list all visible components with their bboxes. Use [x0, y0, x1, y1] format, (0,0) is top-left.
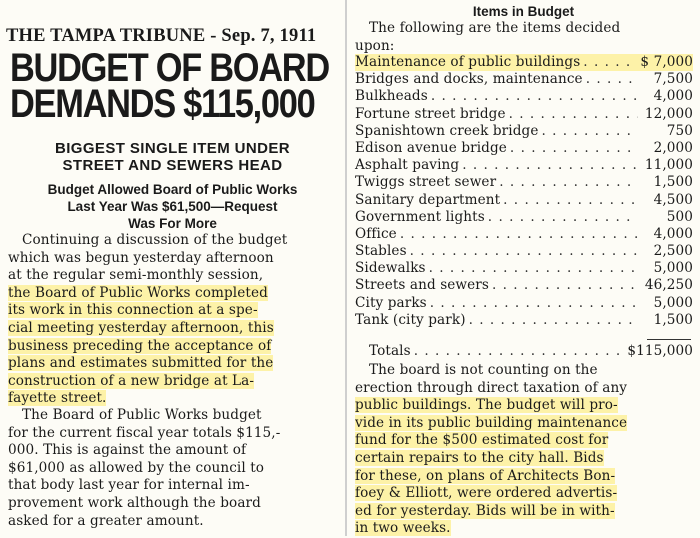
- subheadline-line: BIGGEST SINGLE ITEM UNDER: [54, 140, 290, 157]
- text-line: The board is not counting on the: [369, 362, 598, 378]
- text-line: which was begun yesterday afternoon: [8, 249, 274, 266]
- highlighted-text-line: cial meeting yesterday afternoon, this: [8, 319, 274, 336]
- totals-row: [369, 343, 693, 360]
- subheadline-line: STREET AND SEWERS HEAD: [62, 157, 283, 174]
- right-column: [347, 0, 700, 536]
- highlighted-text-line: construction of a new bridge at La-: [8, 372, 255, 389]
- budget-item-row: [355, 295, 693, 312]
- highlighted-text-line: in two weeks.: [355, 520, 451, 537]
- budget-item-row: [355, 54, 693, 71]
- totals-rule: [647, 339, 691, 340]
- budget-item-amount: 4,500: [653, 191, 693, 208]
- highlighted-text-line: public buildings. The budget will pro-: [355, 397, 618, 414]
- masthead: THE TAMPA TRIBUNE - Sep. 7, 1911: [6, 26, 317, 46]
- totals-label: Totals: [369, 343, 411, 359]
- budget-item-amount: 7,500: [653, 71, 693, 88]
- leader-dots: [583, 54, 637, 71]
- highlighted-text-line: fayette street.: [8, 390, 107, 407]
- leader-dots: [492, 277, 638, 294]
- deck-line: Last Year Was $61,500—Request: [67, 199, 278, 214]
- budget-item-amount: 500: [666, 208, 693, 225]
- budget-item-name: Spanishtown creek bridge: [355, 122, 539, 139]
- paragraph-1: [8, 232, 342, 408]
- budget-item-name: Office: [355, 225, 397, 242]
- leader-dots: [586, 71, 638, 88]
- paragraph-2: [8, 407, 342, 530]
- text-line: asked for a greater amount.: [8, 512, 204, 529]
- budget-item-amount: 11,000: [644, 157, 693, 174]
- budget-item-amount: $ 7,000: [640, 54, 693, 70]
- budget-item-name: Asphalt paving: [355, 157, 460, 174]
- text-line: The Board of Public Works budget: [22, 407, 262, 423]
- text-line: erection through direct taxation of any: [355, 379, 628, 396]
- highlighted-text-line: business preceding the acceptance of: [8, 337, 272, 354]
- text-line: that body last year for internal im-: [8, 477, 250, 494]
- highlighted-text-line: ed for yesterday. Bids will be in with-: [355, 502, 615, 519]
- items-heading: Items in Budget: [472, 4, 575, 19]
- leader-dots: [431, 88, 638, 105]
- left-column: [0, 0, 345, 536]
- budget-item-row: [355, 106, 693, 123]
- subheadline: [4, 140, 341, 174]
- leader-dots: [509, 106, 638, 123]
- leader-dots: [400, 226, 638, 243]
- text-line: provement work although the board: [8, 494, 261, 511]
- headline: [10, 46, 329, 126]
- text-line: Continuing a discussion of the budget: [22, 232, 288, 248]
- budget-item-row: [355, 174, 693, 191]
- text-line: upon:: [355, 37, 395, 54]
- leader-dots: [462, 157, 638, 174]
- highlighted-text-line: its work in this connection at a spe-: [8, 302, 258, 319]
- budget-item-name: Sanitary department: [355, 191, 501, 208]
- budget-item-row: [355, 312, 693, 329]
- budget-item-row: [355, 123, 693, 140]
- text-line: $61,000 as allowed by the council to: [8, 459, 265, 476]
- budget-item-name: Twiggs street sewer: [355, 174, 497, 191]
- totals-amount: $115,000: [627, 343, 693, 359]
- budget-item-name: Fortune street bridge: [355, 105, 506, 122]
- text-line: The following are the items decided: [369, 20, 621, 36]
- leader-dots: [503, 192, 638, 209]
- leader-dots: [414, 343, 625, 360]
- budget-item-amount: 5,000: [653, 294, 693, 311]
- budget-item-amount: 1,500: [653, 311, 693, 328]
- text-line: at the regular semi-monthly session,: [8, 267, 264, 284]
- budget-item-row: [355, 209, 693, 226]
- budget-item-amount: 4,000: [653, 88, 693, 105]
- highlighted-text-line: foey & Elliott, were ordered advertis-: [355, 485, 618, 502]
- budget-item-name: Maintenance of public buildings: [355, 54, 581, 70]
- leader-dots: [429, 260, 638, 277]
- budget-item-name: Sidewalks: [355, 260, 426, 277]
- leader-dots: [488, 209, 638, 226]
- text-line: for the current fiscal year totals $115,-: [8, 424, 281, 441]
- leader-dots: [499, 174, 638, 191]
- leader-dots: [510, 140, 638, 157]
- budget-items-list: [355, 54, 693, 329]
- highlighted-text-line: for these, on plans of Architects Bon-: [355, 467, 616, 484]
- budget-item-name: Bridges and docks, maintenance: [355, 71, 583, 88]
- budget-item-row: [355, 157, 693, 174]
- budget-item-name: Stables: [355, 243, 407, 260]
- budget-item-row: [355, 88, 693, 105]
- budget-item-amount: 2,500: [653, 243, 693, 260]
- leader-dots: [410, 243, 638, 260]
- budget-item-amount: 12,000: [644, 105, 693, 122]
- budget-item-row: [355, 243, 693, 260]
- headline-line-1: BUDGET OF BOARD: [10, 46, 329, 90]
- budget-item-amount: 46,250: [644, 277, 693, 294]
- deck-line: Was For More: [128, 216, 217, 231]
- highlighted-text-line: certain repairs to the city hall. Bids: [355, 449, 604, 466]
- highlighted-text-line: plans and estimates submitted for the: [8, 355, 274, 372]
- deck: [4, 181, 341, 232]
- budget-item-name: City parks: [355, 294, 427, 311]
- budget-item-amount: 750: [666, 122, 693, 139]
- budget-item-name: Government lights: [355, 208, 485, 225]
- budget-item-amount: 5,000: [653, 260, 693, 277]
- leader-dots: [469, 312, 638, 329]
- items-intro: [355, 20, 695, 55]
- highlighted-text-line: fund for the $500 estimated cost for: [355, 432, 609, 449]
- headline-line-2: DEMANDS $115,000: [10, 82, 315, 126]
- highlighted-text-line: vide in its public building maintenance: [355, 414, 628, 431]
- text-line: 000. This is against the amount of: [8, 442, 247, 459]
- highlighted-text-line: the Board of Public Works completed: [8, 284, 268, 301]
- budget-item-amount: 4,000: [653, 225, 693, 242]
- budget-item-row: [355, 226, 693, 243]
- budget-item-name: Bulkheads: [355, 88, 428, 105]
- budget-item-row: [355, 192, 693, 209]
- paragraph-3: [355, 362, 695, 538]
- budget-item-row: [355, 71, 693, 88]
- budget-item-row: [355, 277, 693, 294]
- budget-item-amount: 2,000: [653, 139, 693, 156]
- leader-dots: [430, 295, 638, 312]
- budget-item-name: Edison avenue bridge: [355, 139, 507, 156]
- budget-item-row: [355, 140, 693, 157]
- budget-item-amount: 1,500: [653, 174, 693, 191]
- deck-line: Budget Allowed Board of Public Works: [47, 182, 298, 197]
- budget-item-name: Tank (city park): [355, 311, 466, 328]
- budget-item-row: [355, 260, 693, 277]
- budget-item-name: Streets and sewers: [355, 277, 489, 294]
- leader-dots: [541, 123, 638, 140]
